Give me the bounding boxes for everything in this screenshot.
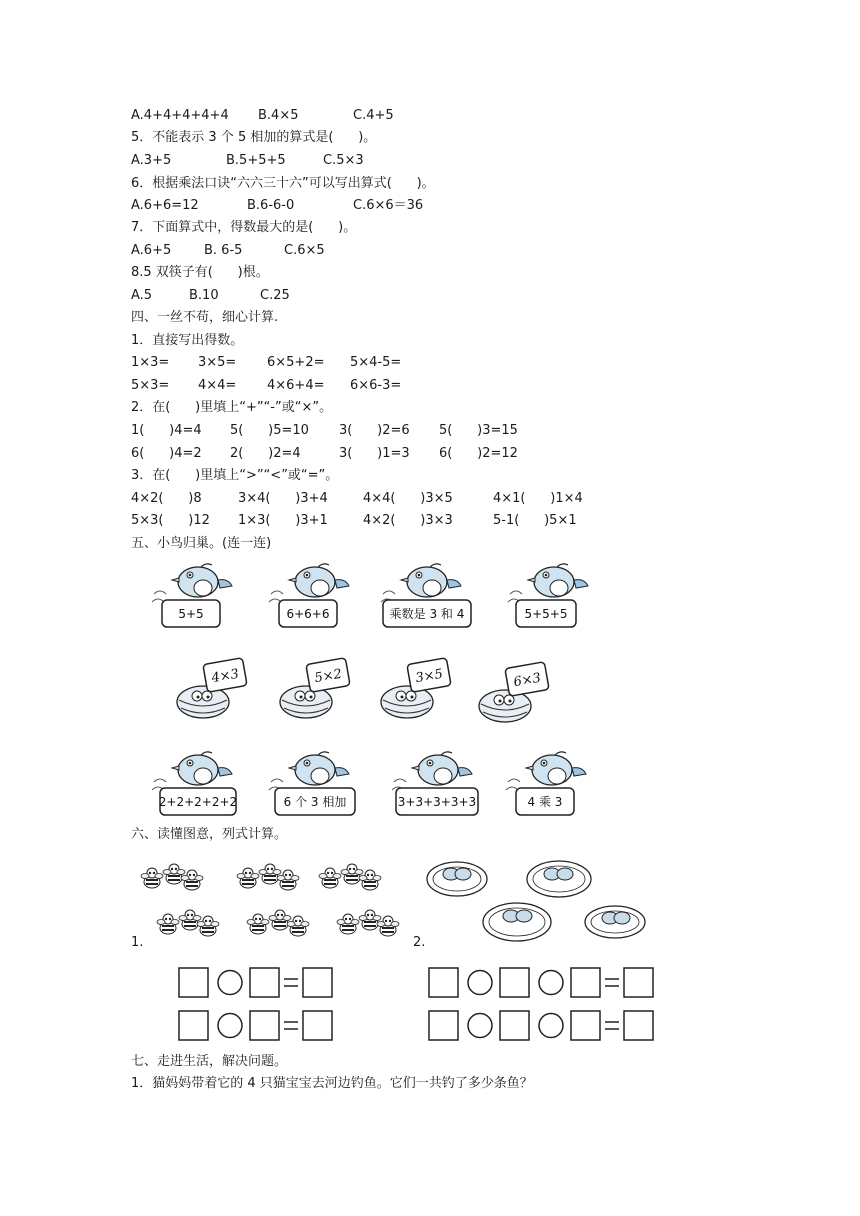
answer-box [571,968,600,997]
answer-row-1b[interactable] [178,1009,338,1045]
answer-box [429,968,458,997]
compare-cell: 3×4( )3+4 [238,491,328,506]
nest-label: 3×5 [414,666,445,687]
nest-icon [479,690,531,722]
bird-icon [152,564,232,602]
operator-circle [468,1014,492,1038]
plate-icon [527,861,591,897]
section-5-title: 五、小鸟归巢。(连一连) [131,536,272,551]
section-6-title: 六、读懂图意，列式计算。 [131,827,288,842]
bee-group-icon [237,864,299,890]
answer-box [571,1011,600,1040]
bird-icon [269,752,349,790]
operator-circle [218,1014,242,1038]
section-4-part1: 1．直接写出得数。 [131,333,244,348]
bird-icon [392,752,472,790]
q8-choice-a: A.5 [131,288,153,303]
bird-label: 3+3+3+3+3 [397,795,477,809]
bird-label: 2+2+2+2+2 [158,795,238,809]
bee-group-icon [319,864,381,890]
operator-cell: 5( )5=10 [230,423,309,438]
operator-cell: 2( )2=4 [230,446,301,461]
operator-cell: 1( )4=4 [131,423,202,438]
compare-cell: 4×2( )8 [131,491,202,506]
calc-cell: 4×6+4= [267,378,325,393]
plate-icon [585,906,645,938]
bee-group-icon [247,910,309,936]
q4-choice-b: B.4×5 [258,108,299,123]
compare-cell: 5-1( )5×1 [493,513,577,528]
compare-cell: 4×2( )3×3 [363,513,453,528]
plates-illustration [425,854,675,946]
operator-circle [468,971,492,995]
operator-cell: 3( )2=6 [339,423,410,438]
bee-group-icon [337,910,399,936]
equals-sign [605,1022,619,1029]
bird-icon [152,752,232,790]
q8-choice-b: B.10 [189,288,219,303]
nest-card[interactable] [173,656,253,724]
nest-icon [280,686,332,718]
equals-sign [284,979,298,986]
operator-circle [539,1014,563,1038]
q6-choice-b: B.6-6-0 [247,198,295,213]
section-4-part2: 2．在( )里填上“+”“-”或“×”。 [131,400,333,415]
bird-label: 5+5 [178,607,204,621]
calc-cell: 6×6-3= [350,378,402,393]
nest-card[interactable] [475,660,555,728]
operator-cell: 6( )4=2 [131,446,202,461]
nest-card[interactable] [276,656,356,724]
answer-box [179,968,208,997]
answer-box [250,1011,279,1040]
q7-text: 7．下面算式中，得数最大的是( )。 [131,220,357,235]
q5-choice-a: A.3+5 [131,153,172,168]
bird-card[interactable] [386,748,486,820]
operator-cell: 5( )3=15 [439,423,518,438]
answer-box [624,1011,653,1040]
plate-icon [427,862,487,896]
bird-card[interactable] [502,560,602,632]
bees-illustration [142,858,412,948]
bird-label: 4 乘 3 [527,795,563,809]
problem-1-label: 1. [131,935,144,950]
calc-cell: 6×5+2= [267,355,325,370]
calc-cell: 5×3= [131,378,170,393]
bird-label: 6 个 3 相加 [283,795,347,809]
bird-card[interactable] [146,560,246,632]
q8-choice-c: C.25 [260,288,290,303]
q8-text: 8.5 双筷子有( )根。 [131,265,269,280]
problem-2-label: 2. [413,935,426,950]
nest-label: 4×3 [210,666,241,687]
nest-icon [177,686,229,718]
bird-label: 乘数是 3 和 4 [389,607,465,621]
q7-choice-c: C.6×5 [284,243,325,258]
calc-cell: 1×3= [131,355,170,370]
compare-cell: 1×3( )3+1 [238,513,328,528]
nest-icon [381,686,433,718]
plate-icon [483,903,551,941]
section-4-part3: 3．在( )里填上“>”“<”或“=”。 [131,468,339,483]
q4-choice-a: A.4+4+4+4+4 [131,108,229,123]
answer-box [303,968,332,997]
bird-icon [508,564,588,602]
answer-box [624,968,653,997]
answer-box [429,1011,458,1040]
bird-icon [269,564,349,602]
bird-icon [381,564,461,602]
q4-choice-c: C.4+5 [353,108,394,123]
bird-card[interactable] [375,560,475,632]
operator-circle [218,971,242,995]
equals-sign [284,1022,298,1029]
bird-card[interactable] [263,560,363,632]
bee-group-icon [141,864,203,890]
section-7-title: 七、走进生活，解决问题。 [131,1054,288,1069]
bird-card[interactable] [146,748,246,820]
compare-cell: 5×3( )12 [131,513,210,528]
answer-box [303,1011,332,1040]
q5-text: 5．不能表示 3 个 5 相加的算式是( )。 [131,130,377,145]
bee-group-icon [157,910,219,936]
q7-choice-b: B. 6-5 [204,243,243,258]
calc-cell: 3×5= [198,355,237,370]
answer-box [250,968,279,997]
answer-row-1a[interactable] [178,966,338,1002]
calc-cell: 5×4-5= [350,355,402,370]
q6-choice-a: A.6+6=12 [131,198,199,213]
equals-sign [605,979,619,986]
operator-cell: 6( )2=12 [439,446,518,461]
answer-box [500,968,529,997]
bird-card[interactable] [263,748,363,820]
q6-choice-c: C.6×6＝36 [353,198,424,213]
nest-label: 6×3 [512,670,543,691]
nest-label: 5×2 [313,666,344,687]
bird-icon [506,752,586,790]
q5-choice-b: B.5+5+5 [226,153,286,168]
calc-cell: 4×4= [198,378,237,393]
compare-cell: 4×1( )1×4 [493,491,583,506]
section-7-question-1: 1．猫妈妈带着它的 4 只猫宝宝去河边钓鱼。它们一共钓了多少条鱼？ [131,1076,533,1091]
bird-label: 5+5+5 [524,607,568,621]
bird-card[interactable] [500,748,600,820]
q7-choice-a: A.6+5 [131,243,172,258]
answer-row-2a[interactable] [428,966,660,1002]
nest-card[interactable] [377,656,457,724]
answer-box [179,1011,208,1040]
operator-circle [539,971,563,995]
compare-cell: 4×4( )3×5 [363,491,453,506]
bird-label: 6+6+6 [286,607,330,621]
answer-box [500,1011,529,1040]
q6-text: 6．根据乘法口诀“六六三十六”可以写出算式( )。 [131,176,435,191]
answer-row-2b[interactable] [428,1009,660,1045]
section-4-title: 四、一丝不苟，细心计算. [131,310,279,325]
q5-choice-c: C.5×3 [323,153,364,168]
operator-cell: 3( )1=3 [339,446,410,461]
